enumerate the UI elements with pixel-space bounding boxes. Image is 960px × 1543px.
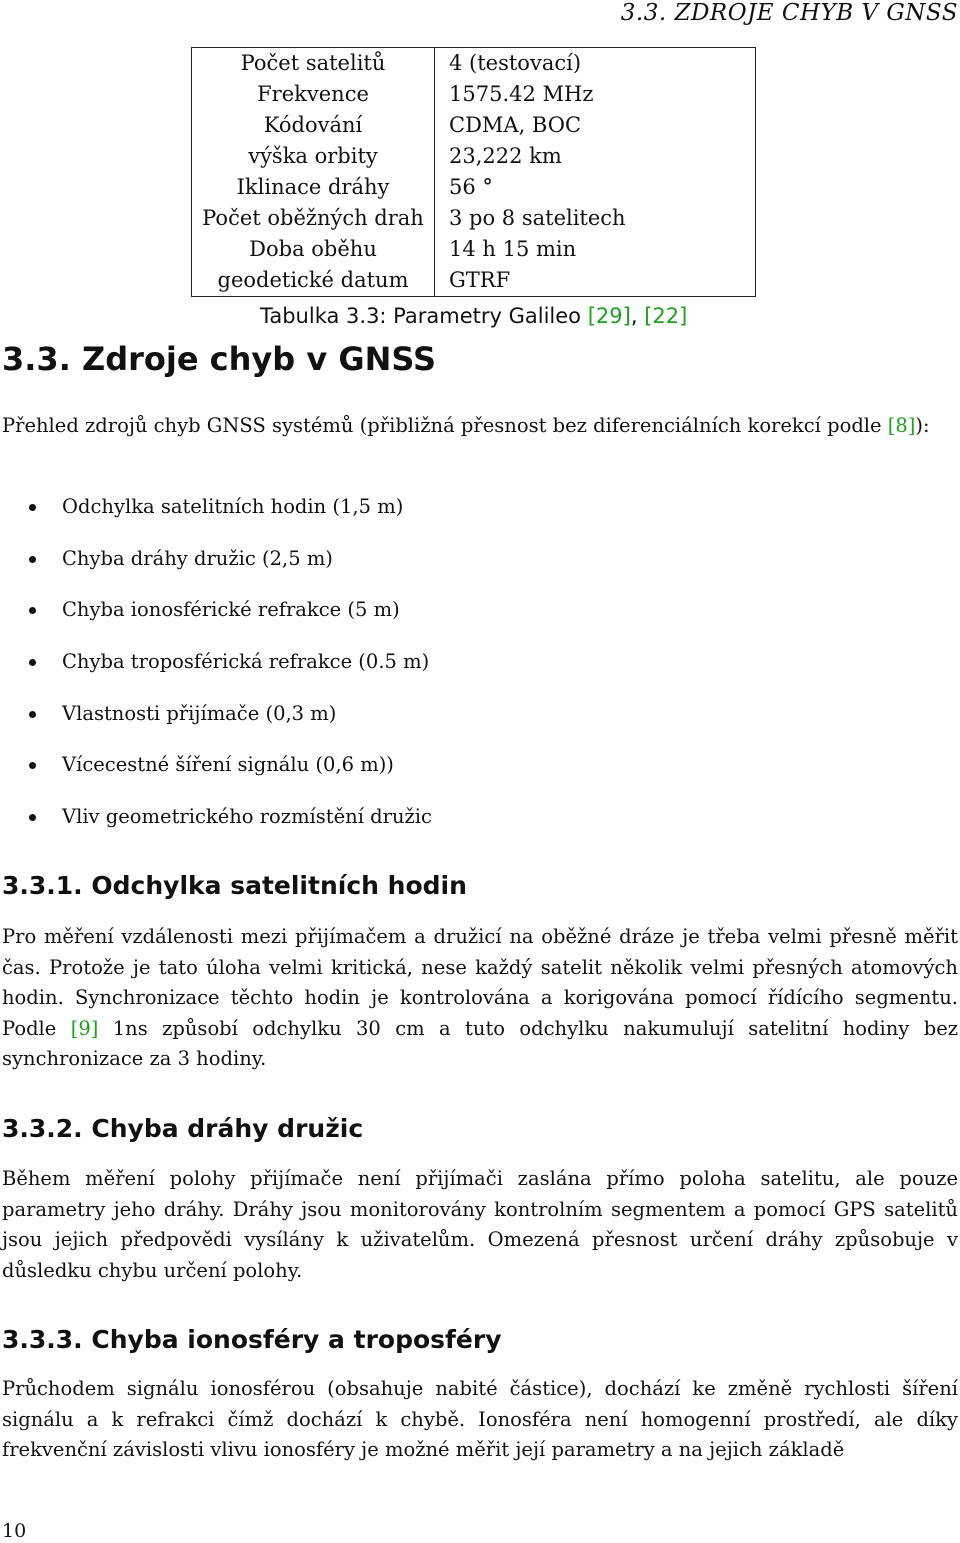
table-cell-parameter: Iklinace dráhy — [192, 172, 435, 203]
section-heading: 3.3. Zdroje chyb v GNSS — [2, 340, 437, 378]
list-item: Odchylka satelitních hodin (1,5 m) — [0, 492, 432, 544]
table-row — [192, 265, 756, 297]
citation-link-29[interactable]: [29] — [587, 304, 631, 328]
table-cell-value: 56 ° — [435, 172, 756, 203]
table-row — [192, 234, 756, 265]
table-cell-parameter: Počet satelitů — [192, 48, 435, 80]
table-row — [192, 203, 756, 234]
page-number: 10 — [2, 1520, 27, 1542]
intro-end: ): — [915, 414, 930, 437]
table-cell-parameter: Frekvence — [192, 79, 435, 110]
table-cell-value: 23,222 km — [435, 141, 756, 172]
table-cell-parameter: Kódování — [192, 110, 435, 141]
running-head: 3.3. ZDROJE CHYB V GNSS — [620, 0, 958, 26]
paragraph-text: Pro měření vzdálenosti mezi přijímačem a družicí na oběžné dráze je třeba velmi přesně měřit čas. Protože je tato úloha velmi kritická, nese každý satelit několik velmi přesných atomových hodin. Synchronizace těchto hodin je kontrolována a korigována pomocí řídícího segmentu. Podle — [2, 925, 958, 1040]
table-cell-parameter: výška orbity — [192, 141, 435, 172]
list-item: Vliv geometrického rozmístění družic — [0, 802, 432, 854]
subsection-heading-clock: 3.3.1. Odchylka satelitních hodin — [2, 871, 467, 900]
iono-error-paragraph: Průchodem signálu ionosférou (obsahuje nabité částice), dochází ke změně rychlosti šíření signálu a k refrakci čímž dochází k chybě. Ionosféra není homogenní prostředí, ale díky frekvenční závislosti vlivu ionosféry je možné měřit její parametry a na jejich základě — [2, 1377, 958, 1461]
table-cell-parameter: geodetické datum — [192, 265, 435, 297]
table-caption — [260, 304, 687, 328]
galileo-parameters-table — [191, 47, 756, 297]
table-cell-value: 4 (testovací) — [435, 48, 756, 80]
citation-link-22[interactable]: [22] — [644, 304, 688, 328]
table-cell-parameter: Počet oběžných drah — [192, 203, 435, 234]
table-row — [192, 48, 756, 80]
table-row — [192, 172, 756, 203]
table-row — [192, 79, 756, 110]
clock-error-paragraph — [2, 922, 958, 1075]
list-item: Chyba troposférická refrakce (0.5 m) — [0, 647, 432, 699]
list-item: Vícecestné šíření signálu (0,6 m)) — [0, 750, 432, 802]
list-item: Chyba dráhy družic (2,5 m) — [0, 544, 432, 596]
section-intro — [2, 411, 958, 442]
table-cell-value: CDMA, BOC — [435, 110, 756, 141]
list-item: Vlastnosti přijímače (0,3 m) — [0, 699, 432, 751]
list-item: Chyba ionosférické refrakce (5 m) — [0, 595, 432, 647]
table-row — [192, 141, 756, 172]
table-cell-value: 3 po 8 satelitech — [435, 203, 756, 234]
subsection-heading-orbit: 3.3.2. Chyba dráhy družic — [2, 1114, 364, 1143]
citation-link-9[interactable]: [9] — [70, 1016, 99, 1040]
table-cell-value: 1575.42 MHz — [435, 79, 756, 110]
paragraph-text: 1ns způsobí odchylku 30 cm a tuto odchylku nakumulují satelitní hodiny bez synchronizace za 3 hodiny. — [2, 1016, 959, 1070]
caption-separator: , — [630, 304, 645, 328]
error-sources-list — [0, 492, 432, 854]
table-cell-value: GTRF — [435, 265, 756, 297]
table-cell-value: 14 h 15 min — [435, 234, 756, 265]
table-cell-parameter: Doba oběhu — [192, 234, 435, 265]
table-row — [192, 110, 756, 141]
citation-link-8[interactable]: [8] — [887, 414, 916, 437]
caption-text: Tabulka 3.3: Parametry Galileo — [260, 304, 588, 328]
subsection-heading-iono: 3.3.3. Chyba ionosféry a troposféry — [2, 1325, 502, 1354]
orbit-error-paragraph: Během měření polohy přijímače není přijímači zaslána přímo poloha satelitu, ale pouze parametry jeho dráhy. Dráhy jsou monitorovány kontrolním segmentem a pomocí GPS satelitů jsou jejich předpovědi vysílány k uživatelům. Omezená přesnost určení dráhy způsobuje v důsledku chybu určení polohy. — [2, 1167, 958, 1282]
intro-text: Přehled zdrojů chyb GNSS systémů (přibližná přesnost bez diferenciálních korekcí podle — [2, 414, 888, 437]
